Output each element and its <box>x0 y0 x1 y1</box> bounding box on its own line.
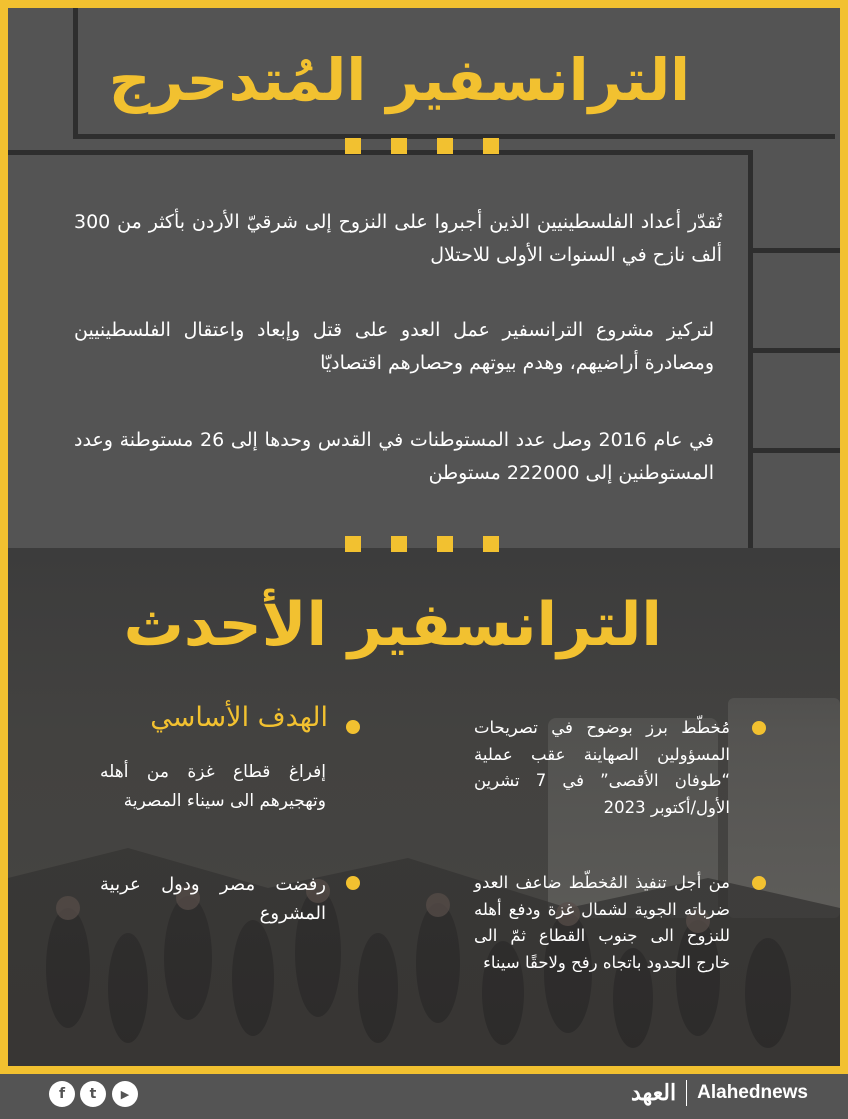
bullet-egypt-rejection: رفضت مصر ودول عربية المشروع <box>100 874 326 924</box>
brand-name: Alahednews <box>697 1082 808 1103</box>
brand-logo: العهد <box>631 1080 677 1105</box>
brand-separator <box>686 1080 687 1106</box>
brand <box>631 1080 808 1106</box>
twitter-icon[interactable]: t <box>80 1081 106 1107</box>
bullet-dot <box>752 721 766 735</box>
facebook-icon[interactable]: f <box>49 1081 75 1107</box>
goal-text: إفراغ قطاع غزة من أهله وتهجيرهم الى سيناء المصرية <box>100 762 326 811</box>
divider-dots-middle <box>345 536 499 552</box>
divider-dots-top <box>345 138 499 154</box>
bullet-dot <box>346 720 360 734</box>
deco-line <box>748 348 840 353</box>
bullet-dot <box>752 876 766 890</box>
paragraph-transfer-project: لتركيز مشروع الترانسفير عمل العدو على قتل وإبعاد واعتقال الفلسطينيين ومصادرة أراضيهم، وهدم بيوتهم وحصارهم اقتصاديّا <box>74 319 714 374</box>
deco-line <box>748 248 840 253</box>
bullet-plan-statements: مُخطّط برز بوضوح في تصريحات المسؤولين الصهاينة عقب عملية “طوفان الأقصى” في 7 تشرين الأول/أكتوبر 2023 <box>474 718 730 817</box>
deco-line <box>73 8 78 138</box>
paragraph-displacement: تُقدّر أعداد الفلسطينيين الذين أجبروا على النزوح إلى شرقيّ الأردن بأكثر من 300 ألف نازح في السنوات الأولى للاحتلال <box>74 211 722 266</box>
section1-title: الترانسفير المُتدحرج <box>108 46 690 114</box>
bullet-plan-execution: من أجل تنفيذ المُخطّط ضاعف العدو ضرباته الجوية لشمال غزة ودفع أهله للنزوح الى جنوب القطاع ثمّ الى خارج الحدود باتجاه رفح ولاحقًا سيناء <box>474 873 730 972</box>
deco-line <box>748 448 840 453</box>
youtube-icon[interactable]: ▶ <box>112 1081 138 1107</box>
paragraph-settlements: في عام 2016 وصل عدد المستوطنات في القدس وحدها إلى 26 مستوطنة وعدد المستوطنين إلى 222000 مستوطن <box>74 429 714 484</box>
section2-title: الترانسفير الأحدث <box>123 590 662 660</box>
goal-heading: الهدف الأساسي <box>150 702 328 733</box>
bullet-dot <box>346 876 360 890</box>
infographic-panel <box>8 8 840 1066</box>
